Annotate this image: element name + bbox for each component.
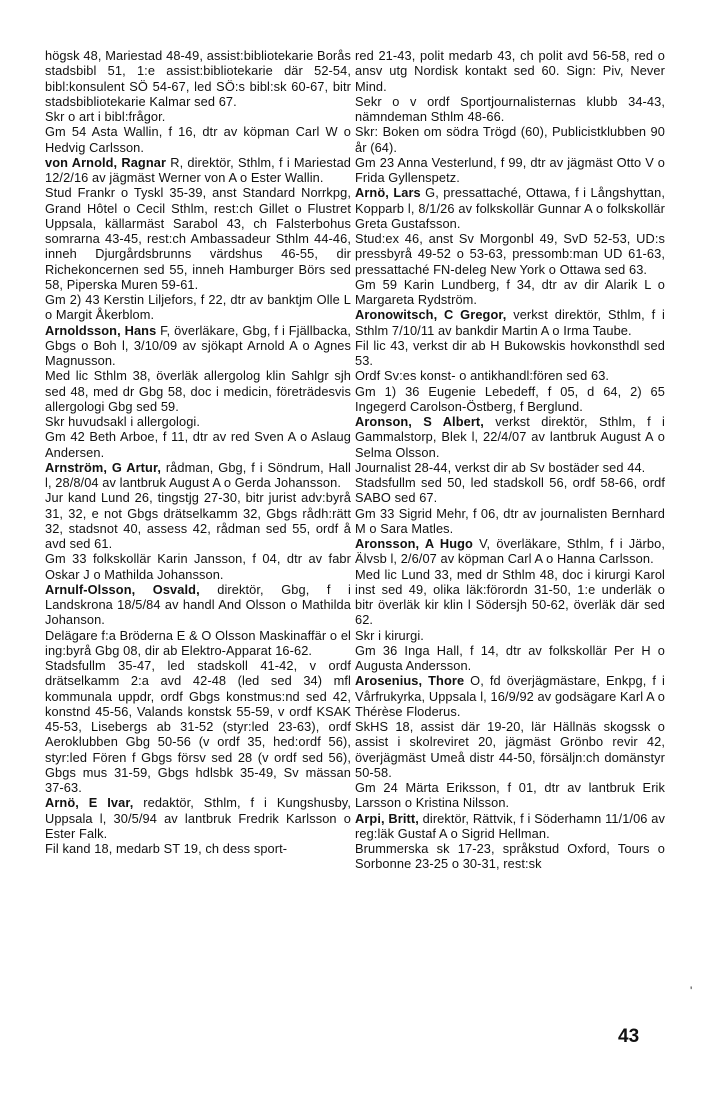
biography-entry (355, 307, 665, 338)
entry-text: rådman, Gbg, f i Söndrum, Hall l, 28/8/04 av lantbruk August A o Gerda Johansson. (45, 459, 352, 490)
entry-paragraph: Jur kand Lund 26, tingstjg 27-30, bitr jurist adv:byrå 31, 32, e not Gbgs drätselkamm 32, Gbgs rådh:rätt 32, stadsnot 40, assess 42, rådman sed 55, ordf å avd sed 61. (45, 490, 351, 551)
entry-text: direktör, Gbg, f i Landskrona 18/5/84 av handl And Olsson o Mathilda Johanson. (45, 581, 351, 628)
entry-paragraph: Med lic Sthlm 38, överläk allergolog klin Sahlgr sjh sed 48, med dr Gbg 58, doc i medicin, företrädesvis allergologi Gbg sed 59. (45, 368, 351, 414)
entry-paragraph: Fil lic 43, verkst dir ab H Bukowskis hovkonsthdl sed 53. (355, 337, 665, 368)
entry-name: Arnström, G Artur, (45, 459, 161, 475)
biography-entry (355, 673, 665, 719)
entry-paragraph: Gm 1) 36 Eugenie Lebedeff, f 05, d 64, 2) 65 Ingegerd Carolson-Östberg, f Berglund. (355, 383, 665, 414)
entry-paragraph: Journalist 28-44, verkst dir ab Sv bostäder sed 44. (355, 459, 646, 475)
entry-paragraph: Sekr o v ordf Sportjournalisternas klubb 34-43, nämndeman Sthlm 48-66. (355, 93, 665, 124)
entry-paragraph: Gm 54 Asta Wallin, f 16, dtr av köpman Carl W o Hedvig Carlsson. (45, 124, 351, 155)
biography-entry (45, 795, 351, 841)
entry-text: verkst direktör, Sthlm, f i Sthlm 7/10/11 av bankdir Martin A o Irma Taube. (355, 307, 665, 338)
entry-paragraph: Brummerska sk 17-23, språkstud Oxford, Tours o Sorbonne 23-25 o 30-31, rest:sk (355, 841, 665, 872)
entry-paragraph: Fil kand 18, medarb ST 19, ch dess sport- (45, 841, 288, 856)
entry-paragraph: Stadsfullm 35-47, led stadskoll 41-42, v ordf drätselkamm 2:a avd 42-48 (led sed 34) mfl kommunala uppdr, ordf Gbgs konstmus:nd sed 42, konstnd 45-56, Valands konstsk 55-59, v ordf KSAK 45-53, Lisebergs ab 31-52 (styr:led 23-63), ordf Aeroklubben Gbg 50-56 (v ordf 35, hed:ordf 56), styr:led Fören f Gbgs försv sed 28 (v ordf sed 56), Gbgs mus 31-59, Gbgs hdlsbk 35-49, Sv mässan 37-63. (45, 658, 351, 795)
biography-entry (45, 582, 351, 628)
entry-text: direktör, Rättvik, f i Söderhamn 11/1/06 av reg:läk Gustaf A o Sigrid Hellman. (355, 810, 666, 841)
biography-entry (45, 323, 351, 369)
biography-entry (355, 811, 665, 842)
biography-entry (45, 460, 351, 491)
entry-text: F, överläkare, Gbg, f i Fjällbacka, Gbgs o Boh l, 3/10/09 av sjökapt Arnold A o Agnes Magnusson. (45, 322, 352, 368)
entry-paragraph: SkHS 18, assist där 19-20, lär Hällnäs skogssk o assist i skolreviret 20, jägmäst Grönbo revir 42, överjägmäst Umeå distr 44-50, försäljn:ch domänstyr 50-58. (355, 719, 665, 780)
margin-mark: ' (690, 984, 693, 998)
left-column (45, 48, 351, 856)
entry-text: V, överläkare, Sthlm, f i Järbo, Älvsb l, 2/6/07 av köpman Carl A o Hanna Carlsson. (355, 536, 665, 567)
entry-paragraph: Skr i kirurgi. (355, 627, 424, 643)
entry-text: O, fd överjägmästare, Enkpg, f i Vårfrukyrka, Uppsala l, 16/9/92 av godsägare Karl A o Thérèse Floderus. (355, 673, 665, 719)
entry-text: verkst direktör, Sthlm, f i Gammalstorp, Blek l, 22/4/07 av lantbruk August A o Selma Olsson. (355, 414, 665, 460)
entry-paragraph: Gm 42 Beth Arboe, f 11, dtr av red Sven A o Aslaug Andersen. (45, 429, 351, 460)
entry-name: Aronson, S Albert, (355, 414, 484, 429)
entry-name: von Arnold, Ragnar (45, 154, 167, 170)
entry-paragraph: red 21-43, polit medarb 43, ch polit avd 56-58, red o ansv utg Nordisk kontakt sed 60. Sign: Piv, Never Mind. (355, 48, 665, 94)
entry-name: Arpi, Britt, (355, 810, 419, 826)
entry-paragraph: Gm 59 Karin Lundberg, f 34, dtr av dir Alarik L o Margareta Rydström. (355, 276, 665, 307)
entry-name: Arnö, E Ivar, (45, 795, 134, 811)
entry-name: Arosenius, Thore (355, 673, 465, 689)
biography-entry (355, 536, 665, 567)
entry-paragraph: Gm 24 Märta Eriksson, f 01, dtr av lantbruk Erik Larsson o Kristina Nilsson. (355, 780, 665, 811)
right-column (355, 48, 665, 872)
page-number: 43 (618, 1026, 640, 1047)
entry-paragraph: Skr: Boken om södra Trögd (60), Publicistklubben 90 år (64). (355, 124, 665, 155)
entry-name: Aronsson, A Hugo (355, 536, 473, 551)
entry-paragraph: Gm 23 Anna Vesterlund, f 99, dtr av jägmäst Otto V o Frida Gyllenspetz. (355, 154, 665, 185)
entry-name: Arnö, Lars (355, 185, 421, 201)
entry-paragraph: Gm 36 Inga Hall, f 14, dtr av folkskollär Per H o Augusta Andersson. (355, 642, 665, 673)
entry-text: redaktör, Sthlm, f i Kungshusby, Uppsala l, 30/5/94 av lantbruk Fredrik Karlsson o Ester Falk. (45, 795, 351, 841)
entry-paragraph: Ordf Sv:es konst- o antikhandl:fören sed 63. (355, 368, 610, 384)
entry-name: Aronowitsch, C Gregor, (355, 307, 507, 323)
entry-paragraph: Skr huvudsakl i allergologi. (45, 414, 201, 429)
entry-paragraph: Med lic Lund 33, med dr Sthlm 48, doc i kirurgi Karol inst sed 49, olika läk:förordn 31-50, 1:e underläk o bitr överläk kir klin l Södersjh 50-62, överläk där sed 62. (355, 566, 665, 628)
biography-entry (355, 414, 665, 460)
entry-paragraph: Stadsfullm sed 50, led stadskoll 56, ordf 58-66, ordf SABO sed 67. (355, 475, 665, 506)
entry-paragraph: Gm 33 Sigrid Mehr, f 06, dtr av journalisten Bernhard M o Sara Matles. (355, 505, 665, 536)
entry-name: Arnoldsson, Hans (45, 322, 157, 338)
entry-text: R, direktör, Sthlm, f i Mariestad 12/2/16 av jägmäst Werner von A o Ester Wallin. (45, 154, 352, 185)
entry-paragraph: Delägare f:a Bröderna E & O Olsson Maskinaffär o el ing:byrå Gbg 08, dir ab Elektro-Apparat 16-62. (45, 627, 351, 658)
entry-name: Arnulf-Olsson, Osvald, (45, 581, 200, 597)
entry-paragraph: Gm 33 folkskollär Karin Jansson, f 04, dtr av fabr Oskar J o Mathilda Johansson. (45, 551, 351, 582)
entry-paragraph: Stud Frankr o Tyskl 35-39, anst Standard Norrkpg, Grand Hôtel o Cecil Sthlm, rest:ch Gillet o Flustret Uppsala, källarmäst Sarabol 43, ch Falsterbohus somrarna 43-45, rest:ch Ambassadeur Sthlm 44-46, inneh Djurgårdsbrunns värdshus 46-55, dir Richekoncernen sed 55, inneh Hamburger Börs sed 58, Piperska Muren 59-61. (45, 185, 351, 292)
entry-paragraph: högsk 48, Mariestad 48-49, assist:bibliotekarie Borås stadsbibl 51, 1:e assist:bibliotekarie där 52-54, bibl:konsulent SÖ 54-67, led SÖ:s bibl:sk 60-67, bitr stadsbibliotekarie Kalmar sed 67. (45, 48, 351, 109)
entry-paragraph: Stud:ex 46, anst Sv Morgonbl 49, SvD 52-53, UD:s pressbyrå 49-52 o 53-63, pressomb:man UD 61-63, pressattaché FN-deleg New York o Ottawa sed 63. (355, 231, 665, 277)
entry-paragraph: Gm 2) 43 Kerstin Liljefors, f 22, dtr av banktjm Olle L o Margit Åkerblom. (45, 292, 351, 323)
biography-entry (45, 155, 351, 186)
entry-paragraph: Skr o art i bibl:frågor. (45, 109, 166, 124)
entry-text: G, pressattaché, Ottawa, f i Långshyttan, Kopparb l, 8/1/26 av folkskollär Gunnar A o folkskollär Greta Gustafsson. (355, 185, 665, 231)
biography-entry (355, 185, 665, 231)
